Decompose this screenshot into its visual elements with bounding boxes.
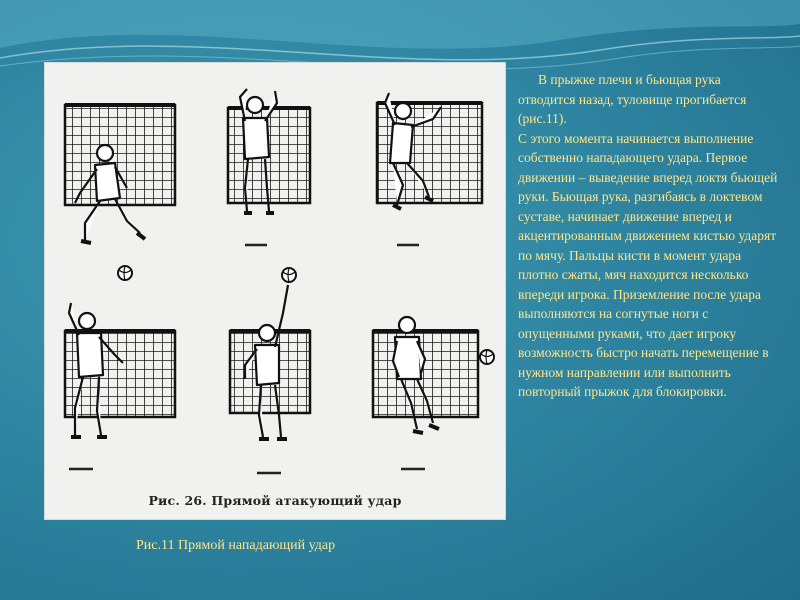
net — [373, 331, 478, 417]
paragraph-2: С этого момента начинается выполнение собственно нападающего удара. Первое движении – выведение вперед локтя бьющей руки. Бьющая рука, разгибаясь в локтевом суставе, начинает движение вперед и акцентированным движением кистью ударят по мячу. Пальцы кисти в момент удара плотно сжаты, мяч находится несколько впереди игрока. Приземление после удара выполняются на согнутые ноги с опущенными руками, что дает игроку возможность быстро начать перемещение в нужном направлении или выполнить повторный прыжок для блокировки. — [518, 130, 778, 399]
figure-inner-caption: Рис. 26. Прямой атакующий удар — [148, 493, 402, 508]
volleyball — [118, 266, 132, 280]
figure-panel — [44, 62, 506, 520]
spike-sequence-illustration — [45, 63, 505, 519]
volleyball — [480, 350, 494, 364]
volleyball — [282, 268, 296, 282]
description-text — [518, 70, 780, 402]
paragraph-1: В прыжке плечи и бьющая рука отводится назад, туловище прогибается (рис.11). — [518, 72, 747, 126]
figure-caption: Рис.11 Прямой нападающий удар — [136, 538, 336, 553]
